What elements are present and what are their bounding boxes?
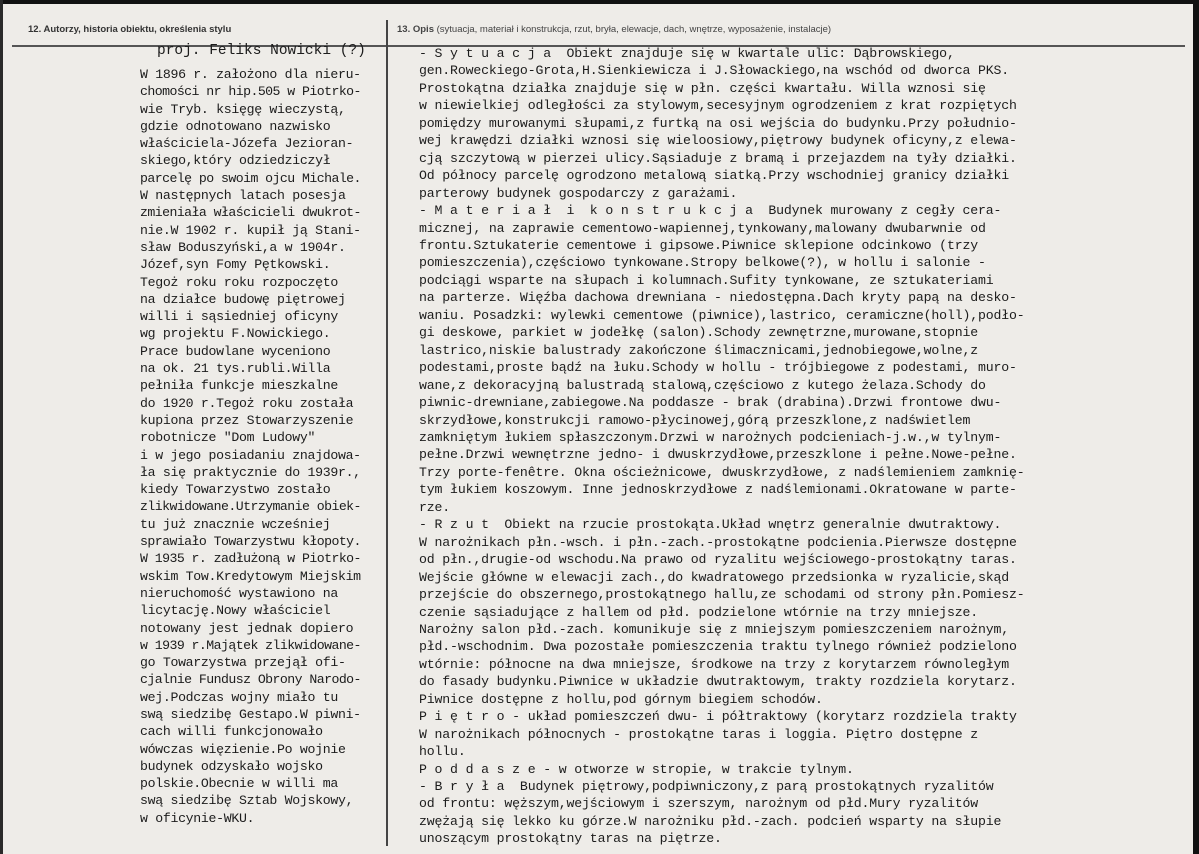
history-line: wskim Tow.Kredytowym Miejskim — [140, 568, 361, 584]
description-line: gi deskowe, parkiet w jodełkę (salon).Schody zewnętrzne,murowane,stopnie — [419, 325, 978, 341]
history-line: do 1920 r.Tegoż roku została — [140, 395, 354, 411]
description-line: zwężają się lekko ku górze.W narożniku płd.-zach. podcień wsparty na słupie — [419, 813, 1002, 829]
history-line: w oficynie-WKU. — [140, 810, 255, 826]
description-line: od frontu: węższym,wejściowym i szerszym, narożnym od płd.Mury ryzalitów — [419, 796, 978, 812]
description-line: rze. — [419, 499, 451, 515]
history-line: willi i sąsiedniej oficyny — [140, 309, 338, 325]
description-line: wtórnie: północne na dwa mniejsze, środkowe na trzy z korytarzem równoległym — [419, 656, 1010, 672]
description-line: płd.-wschodnim. Dwa pozostałe pomieszczenia traktu tylnego również podzielono — [419, 639, 1017, 655]
left-column-header: 12. Autorzy, historia obiektu, określenia stylu — [28, 24, 232, 35]
history-line: W 1935 r. zadłużoną w Piotrko- — [140, 551, 361, 567]
history-line: Prace budowlane wyceniono — [140, 343, 331, 359]
history-line: nieruchomość wystawiono na — [140, 585, 338, 601]
description-line: gen.Roweckiego-Grota,H.Sienkiewicza i J.Słowackiego,na wschód od dworca PKS. — [419, 63, 1010, 79]
description-line: lastrico,niskie balustrady zakończone ślimacznicami,jednobiegowe,wolne,z — [419, 342, 978, 358]
description-line: parterowy budynek gospodarczy z garażami. — [419, 185, 738, 201]
history-line: wie Tryb. księgę wieczystą, — [140, 101, 346, 117]
description-line: Prostokątna działka znajduje się w płn. części kwartału. Willa wznosi się — [419, 80, 986, 96]
description-line: tym łukiem koszowym. Inne jednoskrzydłowe z nadślemionami.Okratowane w parte- — [419, 482, 1017, 498]
description-line: Trzy porte-fenêtre. Okna ościeżnicowe, dwuskrzydłowe, z nadślemieniem zamknię- — [419, 464, 1025, 480]
description-line: Wejście główne w elewacji zach.,do kwadratowego przedsionka w ryzalicie,skąd — [419, 569, 1010, 585]
description-line: P o d d a s z e - w otworze w stropie, w trakcie tylnym. — [419, 761, 854, 777]
history-line: skiego,który odziedziczył — [140, 153, 331, 169]
description-line: - M a t e r i a ł i k o n s t r u k c j a Budynek murowany z cegły cera- — [419, 203, 1002, 219]
description-line: - B r y ł a Budynek piętrowy,podpiwniczony,z parą prostokątnych ryzalitów — [419, 779, 994, 795]
right-header-title: Opis — [412, 24, 434, 35]
description-line: - R z u t Obiekt na rzucie prostokąta.Układ wnętrz generalnie dwutraktowy. — [419, 517, 1002, 533]
description-line: na parterze. Więźba dachowa drewniana - niedostępna.Dach kryty papą na desko- — [419, 290, 1017, 306]
description-line: skrzydłowe,konstrukcji ramowo-płycinowej,górą przeszklone,z nadświetlem — [419, 412, 971, 428]
history-line: cach willi funkcjonowało — [140, 724, 323, 740]
description-line: W narożnikach północnych - prostokątne taras i loggia. Piętro dostępne z — [419, 726, 978, 742]
history-line: sław Boduszyński,a w 1904r. — [140, 239, 346, 255]
history-line: W następnych latach posesja — [140, 188, 346, 204]
history-line: w 1939 r.Majątek zlikwidowane- — [140, 637, 361, 653]
description-line: W narożnikach płn.-wsch. i płn.-zach.-prostokątne podcienia.Pierwsze dostępne — [419, 534, 1017, 550]
history-line: zmieniała właścicieli dwukrot- — [140, 205, 361, 221]
scan-edge-right — [1193, 0, 1199, 854]
history-line: na działce budowę piętrowej — [140, 291, 346, 307]
history-line: licytację.Nowy właściciel — [140, 603, 331, 619]
history-line: kupiona przez Stowarzyszenie — [140, 412, 354, 428]
author-line: proj. Feliks Nowicki (?) — [157, 43, 366, 59]
right-column-header — [397, 24, 831, 35]
description-line: frontu.Sztukaterie cementowe i gipsowe.Piwnice sklepione odcinkowo (trzy — [419, 237, 978, 253]
history-line: W 1896 r. założono dla nieru- — [140, 67, 361, 82]
description-line: przejście do obszernego,prostokątnego hallu,ze schodami od strony płn.Pomiesz- — [419, 587, 1025, 603]
description-line: wej krawędzi działki wznosi się wieloosiowy,piętrowy budynek oficyny,z elewa- — [419, 133, 1017, 149]
description-text — [419, 45, 1189, 848]
description-line: do fasady budynku.Piwnice w układzie dwutraktowym, trakty rozdziela korytarz. — [419, 674, 1017, 690]
right-header-number: 13. — [397, 24, 411, 35]
history-line: go Towarzystwa przejął ofi- — [140, 655, 346, 671]
description-line: Narożny salon płd.-zach. komunikuje się z mniejszym pomieszczeniem narożnym, — [419, 621, 1010, 637]
description-line: cją szczytową w pierzei ulicy.Sąsiaduje z bramą i przejazdem na tyły działki. — [419, 150, 1017, 166]
description-line: waniu. Posadzki: wylewki cementowe (piwnice),lastrico, ceramiczne(holl),podło- — [419, 307, 1025, 323]
description-line: podciągi wsparte na słupach i kolumnach.Sufity tynkowane, ze sztukateriami — [419, 272, 994, 288]
history-line: nie.W 1902 r. kupił ją Stani- — [140, 222, 361, 238]
description-line: w niewielkiej odległości za stylowym,secesyjnym ogrodzeniem z krat rozpiętych — [419, 98, 1017, 114]
description-line: hollu. — [419, 744, 466, 760]
history-text — [140, 66, 384, 827]
history-line: ła się praktycznie do 1939r., — [140, 464, 361, 480]
history-line: pełniła funkcje mieszkalne — [140, 378, 338, 394]
history-line: cjalnie Fundusz Obrony Narodo- — [140, 672, 361, 688]
description-line: Od północy parcelę ogrodzono metalową siatką.Przy wschodniej granicy działki — [419, 168, 1010, 184]
history-line: swą siedzibę Gestapo.W piwni- — [140, 706, 361, 722]
history-line: zlikwidowane.Utrzymanie obiek- — [140, 499, 361, 515]
description-line: unoszącym prostokątny taras na piętrze. — [419, 831, 722, 847]
description-line: pomiędzy murowanymi słupami,z furtką na osi wejścia do budynku.Przy południo- — [419, 115, 1017, 131]
history-line: kiedy Towarzystwo zostało — [140, 482, 331, 498]
description-line: od płn.,drugie-od wschodu.Na prawo od ryzalitu wejściowego-prostokątny taras. — [419, 552, 1017, 568]
history-line: parcelę po swoim ojcu Michale. — [140, 170, 361, 186]
description-line: pełne.Drzwi wewnętrzne jedno- i dwuskrzydłowe,przeszklone i pełne.Nowe-pełne. — [419, 447, 1017, 463]
history-line: chomości nr hip.505 w Piotrko- — [140, 84, 361, 100]
description-line: podestami,proste bądź na łuku.Schody w hollu - trójbiegowe z podestami, muro- — [419, 360, 1017, 376]
history-line: polskie.Obecnie w willi ma — [140, 776, 338, 792]
history-line: na ok. 21 tys.rubli.Willa — [140, 361, 331, 377]
history-line: budynek odzyskało wojsko — [140, 758, 323, 774]
history-line: Józef,syn Fomy Pętkowski. — [140, 257, 331, 273]
history-line: wówczas więzienie.Po wojnie — [140, 741, 346, 757]
history-line: sprawiało Towarzystwu kłopoty. — [140, 534, 361, 550]
history-line: i w jego posiadaniu znajdowa- — [140, 447, 361, 463]
description-line: wane,z dekoracyjną balustradą stalową,częściowo z kutego żelaza.Schody do — [419, 377, 986, 393]
history-line: tu już znacznie wcześniej — [140, 516, 331, 532]
scan-edge-top — [0, 0, 1199, 4]
history-line: Tegoż roku roku rozpoczęto — [140, 274, 338, 290]
history-line: swą siedzibę Sztab Wojskowy, — [140, 793, 354, 809]
description-line: P i ę t r o - układ pomieszczeń dwu- i półtraktowy (korytarz rozdziela trakty — [419, 709, 1017, 725]
history-line: notowany jest jednak dopiero — [140, 620, 354, 636]
right-header-subtitle: (sytuacja, materiał i konstrukcja, rzut, bryła, elewacje, dach, wnętrze, wyposażenie, instalacje) — [436, 24, 832, 35]
description-line: czenie sąsiadujące z hallem od płd. podzielone wtórnie na trzy mniejsze. — [419, 604, 978, 620]
history-line: wg projektu F.Nowickiego. — [140, 326, 331, 342]
description-line: micznej, na zaprawie cementowo-wapiennej,tynkowany,malowany dwubarwnie od — [419, 220, 986, 236]
column-divider — [386, 20, 388, 846]
scan-edge-left — [0, 0, 3, 854]
description-line: zamkniętym łukiem spłaszczonym.Drzwi w narożnych podcieniach-j.w.,w tylnym- — [419, 429, 1002, 445]
description-line: - S y t u a c j a Obiekt znajduje się w kwartale ulic: Dąbrowskiego, — [419, 46, 955, 61]
history-line: właściciela-Józefa Jezioran- — [140, 136, 354, 152]
description-line: piwnic-drewniane,zabiegowe.Na poddasze - brak (drabina).Drzwi frontowe dwu- — [419, 395, 1002, 411]
history-line: wej.Podczas wojny miało tu — [140, 689, 338, 705]
description-line: Piwnice dostępne z hollu,pod górnym biegiem schodów. — [419, 691, 823, 707]
history-line: gdzie odnotowano nazwisko — [140, 118, 331, 134]
history-line: robotnicze "Dom Ludowy" — [140, 430, 316, 446]
description-line: pomieszczenia),częściowo tynkowane.Stropy belkowe(?), w hollu i salonie - — [419, 255, 986, 271]
